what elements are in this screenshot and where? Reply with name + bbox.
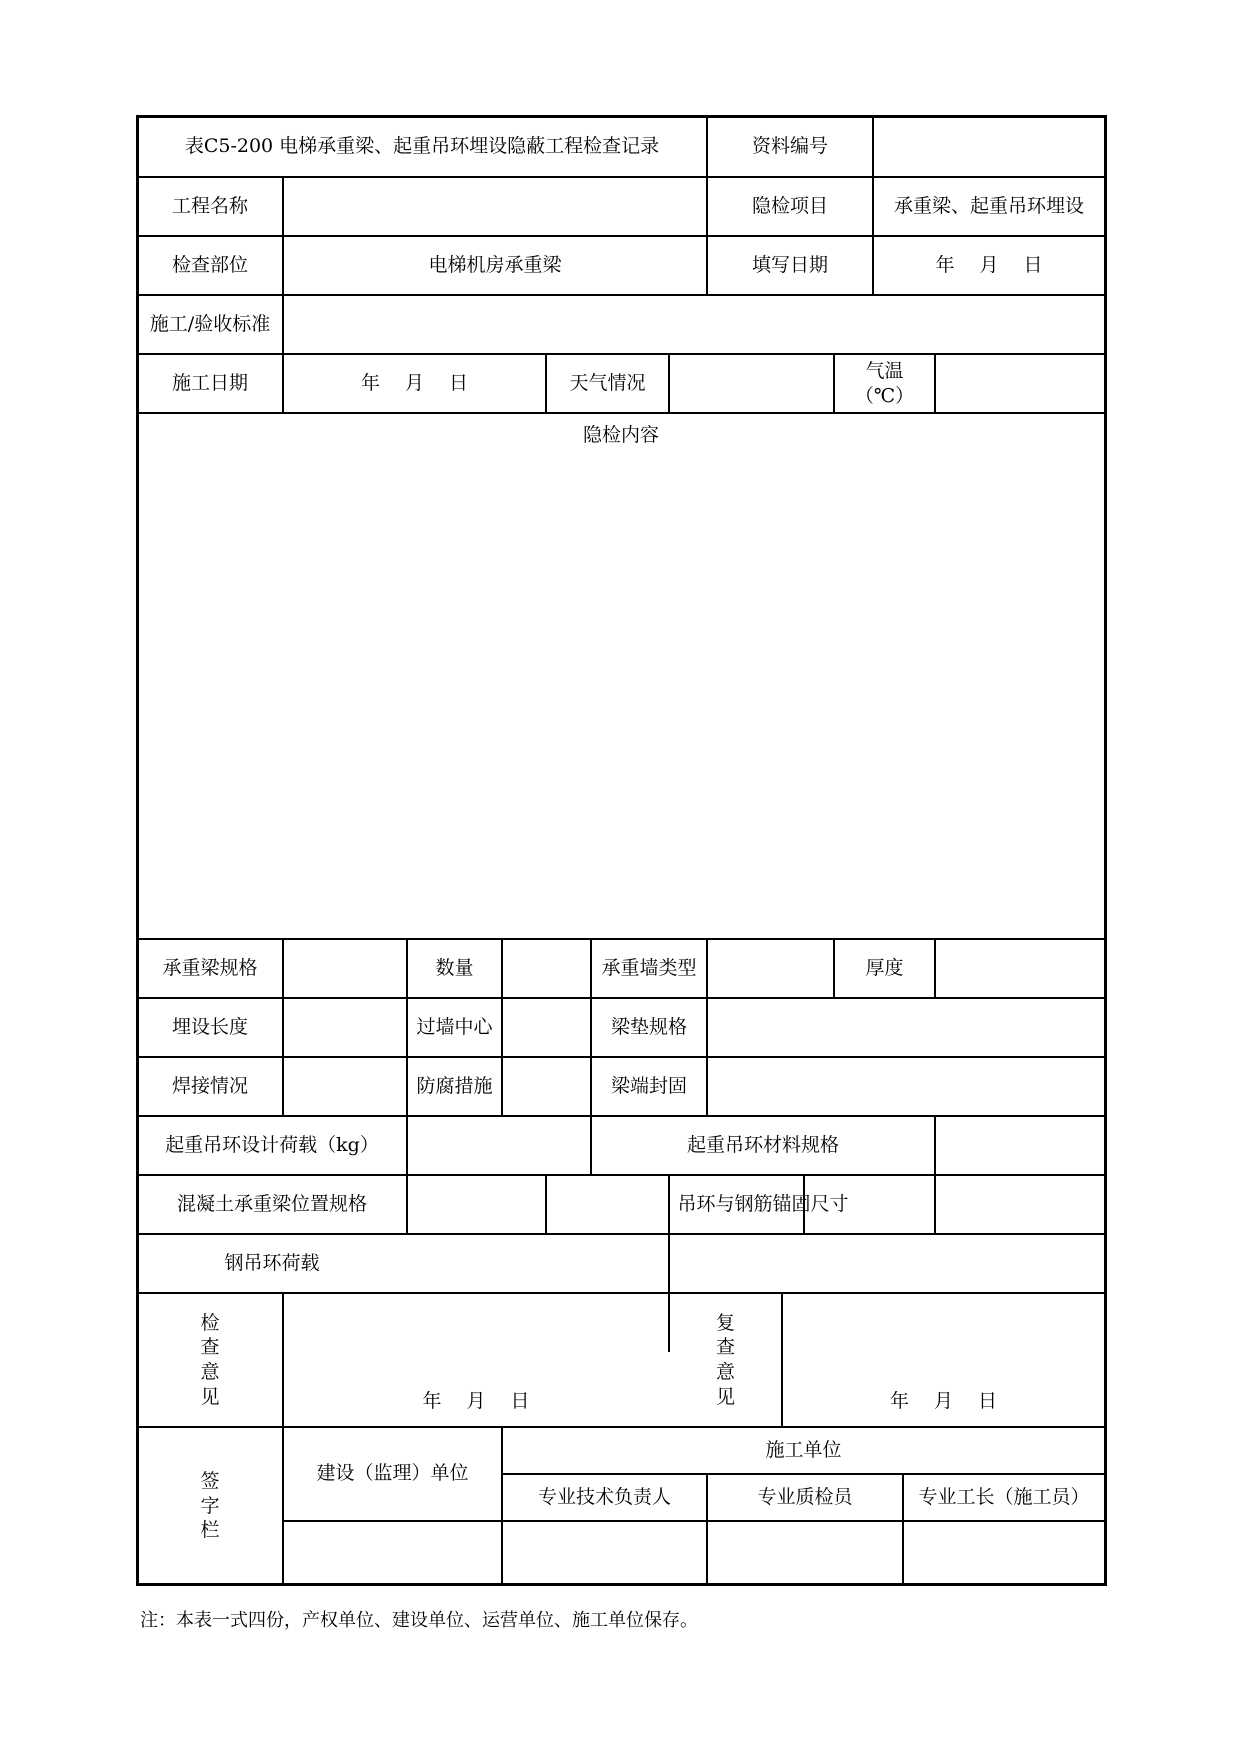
location-value: 电梯机房承重梁 bbox=[428, 253, 562, 276]
ring-load-label: 起重吊环设计荷载（kg） bbox=[165, 1133, 379, 1156]
col-line bbox=[501, 938, 503, 1116]
tech-lead-label: 专业技术负责人 bbox=[537, 1485, 671, 1508]
standard-label: 施工/验收标准 bbox=[149, 312, 271, 335]
doc-no-field[interactable] bbox=[874, 117, 1104, 176]
ring-material-label: 起重吊环材料规格 bbox=[686, 1133, 839, 1156]
label-char: 见 bbox=[200, 1385, 220, 1408]
inspect-date: 年 月 日 bbox=[422, 1390, 530, 1413]
col-line bbox=[934, 1115, 936, 1234]
quantity-label: 数量 bbox=[435, 956, 474, 979]
concrete-beam-label: 混凝土承重梁位置规格 bbox=[176, 1192, 367, 1215]
label-char: 栏 bbox=[200, 1519, 220, 1542]
beam-end-label: 梁端封固 bbox=[610, 1074, 687, 1097]
label-char: 复 bbox=[715, 1311, 735, 1334]
wall-type-label: 承重墙类型 bbox=[601, 956, 697, 979]
sign-section-label bbox=[138, 1428, 282, 1584]
content-area[interactable] bbox=[138, 456, 1104, 936]
label-char: 查 bbox=[715, 1336, 735, 1359]
beam-spec-label: 承重梁规格 bbox=[162, 956, 258, 979]
thickness-label: 厚度 bbox=[865, 956, 904, 979]
label-char: 检 bbox=[200, 1311, 220, 1334]
col-line bbox=[706, 938, 708, 1116]
fill-date-label: 填写日期 bbox=[751, 253, 828, 276]
anticorrosion-label: 防腐措施 bbox=[416, 1074, 493, 1097]
embed-length-label: 埋设长度 bbox=[171, 1015, 248, 1038]
col-line bbox=[934, 938, 936, 998]
project-name-label: 工程名称 bbox=[171, 194, 248, 217]
recheck-opinion-label bbox=[670, 1294, 781, 1426]
temperature-field[interactable] bbox=[936, 355, 1104, 412]
construction-date-label: 施工日期 bbox=[171, 371, 248, 394]
qc-signature-field[interactable] bbox=[708, 1522, 902, 1583]
inspect-opinion-label bbox=[138, 1294, 282, 1426]
temperature-label bbox=[835, 355, 934, 412]
construction-date-field[interactable]: 年 月 日 bbox=[360, 371, 469, 394]
pad-spec-label: 梁垫规格 bbox=[610, 1015, 687, 1038]
col-line bbox=[282, 938, 284, 1116]
hidden-item-label: 隐检项目 bbox=[751, 194, 828, 217]
standard-field[interactable] bbox=[284, 296, 1104, 353]
owner-signature-field[interactable] bbox=[284, 1522, 501, 1583]
location-label: 检查部位 bbox=[171, 253, 248, 276]
wall-center-label: 过墙中心 bbox=[416, 1015, 493, 1038]
construction-unit-label: 施工单位 bbox=[765, 1438, 842, 1461]
content-label: 隐检内容 bbox=[582, 424, 659, 447]
col-line bbox=[545, 1174, 547, 1234]
weather-field[interactable] bbox=[670, 355, 833, 412]
qc-label: 专业质检员 bbox=[757, 1485, 853, 1508]
steel-ring-label: 钢吊环荷载 bbox=[224, 1251, 320, 1274]
foreman-label: 专业工长（施工员） bbox=[918, 1485, 1090, 1508]
recheck-date: 年 月 日 bbox=[889, 1390, 998, 1413]
temperature-label-line1: 气温 bbox=[865, 359, 904, 382]
owner-unit-label: 建设（监理）单位 bbox=[316, 1462, 469, 1485]
tech-lead-signature-field[interactable] bbox=[503, 1522, 706, 1583]
ring-anchor-label: 吊环与钢筋锚固尺寸 bbox=[677, 1192, 849, 1215]
label-char: 见 bbox=[715, 1385, 735, 1408]
label-char: 意 bbox=[715, 1361, 735, 1383]
doc-no-label: 资料编号 bbox=[751, 134, 828, 157]
hidden-item-value: 承重梁、起重吊环埋设 bbox=[893, 194, 1084, 217]
label-char: 意 bbox=[200, 1361, 220, 1383]
foreman-signature-field[interactable] bbox=[904, 1522, 1104, 1583]
temperature-label-line2: （℃） bbox=[854, 384, 915, 407]
fill-date-field[interactable]: 年 月 日 bbox=[935, 253, 1043, 276]
project-name-field[interactable] bbox=[284, 178, 706, 235]
label-char: 查 bbox=[200, 1336, 220, 1359]
label-char: 字 bbox=[200, 1494, 220, 1517]
weather-label: 天气情况 bbox=[569, 371, 646, 394]
footer-note: 注：本表一式四份，产权单位、建设单位、运营单位、施工单位保存。 bbox=[140, 1610, 698, 1631]
welding-label: 焊接情况 bbox=[171, 1074, 248, 1097]
label-char: 签 bbox=[200, 1469, 220, 1492]
form-title: 表C5-200 电梯承重梁、起重吊环埋设隐蔽工程检查记录 bbox=[184, 134, 660, 157]
